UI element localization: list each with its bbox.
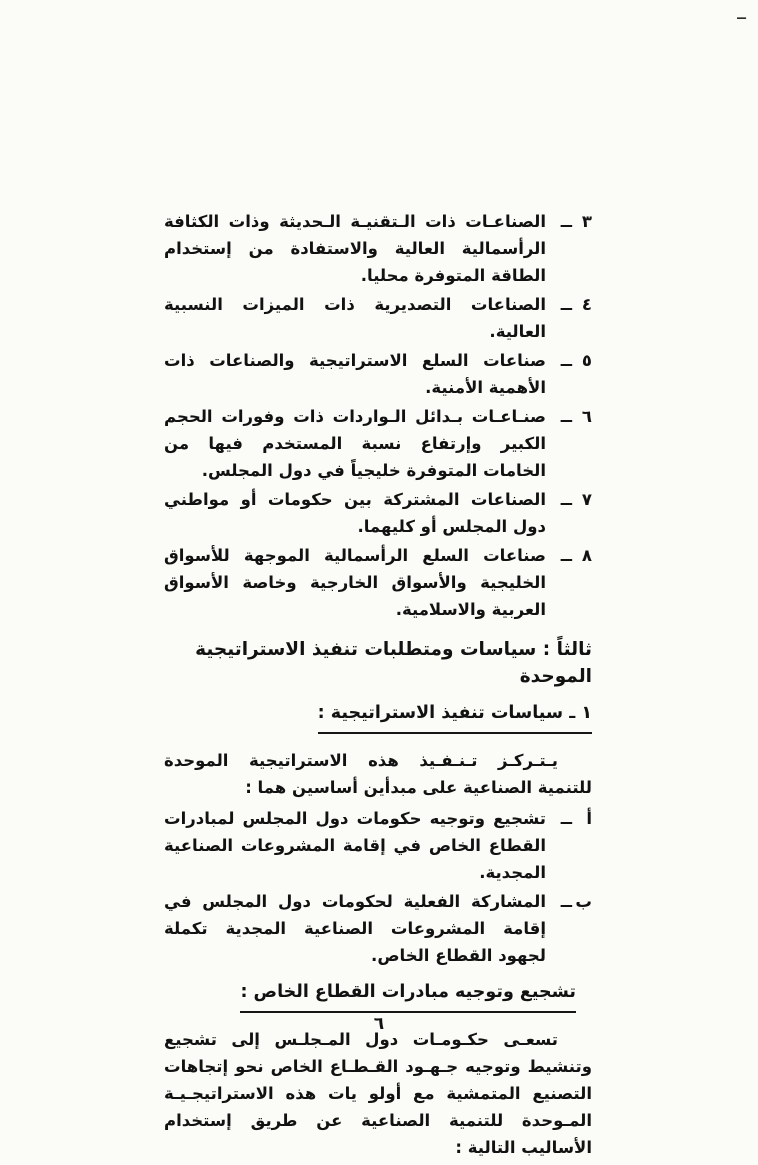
item-text: صنـاعـات بـدائل الـواردات ذات وفورات الحجم الكبير وإرتفاع نسبة المستخدم فيها من الخامات المتوفرة خليجياً في دول المجلس.	[164, 407, 546, 480]
principle-item	[164, 888, 592, 969]
corner-mark: ــ	[737, 8, 746, 23]
policies-subheading	[164, 698, 592, 734]
principles-list	[164, 805, 592, 969]
item-dash: ــ	[560, 407, 572, 426]
item-number: ٣	[581, 212, 592, 231]
list-item	[164, 403, 592, 484]
principle-text: تشجيع وتوجيه حكومات دول المجلس لمبادرات القطاع الخاص في إقامة المشروعات الصناعية المجدية.	[164, 809, 546, 882]
item-number: ٥	[581, 351, 592, 370]
item-dash: ــ	[560, 212, 572, 231]
item-dash: ــ	[560, 295, 572, 314]
list-item	[164, 486, 592, 540]
item-text: الصناعات المشتركة بين حكومات أو مواطني دول المجلس أو كليهما.	[164, 490, 546, 536]
list-item	[164, 291, 592, 345]
principle-letter: أ	[586, 809, 592, 828]
item-dash: ــ	[560, 809, 572, 828]
item-number: ٨	[581, 546, 592, 565]
policies-intro-paragraph: يـتـركـز تـنـفـيذ هذه الاستراتيجية الموحدة للتنمية الصناعية على مبدأين أساسين هما :	[164, 751, 592, 797]
list-item	[164, 347, 592, 401]
item-text: صناعات السلع الرأسمالية الموجهة للأسواق الخليجية والأسواق الخارجية وخاصة الأسواق العربية والاسلامية.	[164, 546, 546, 619]
page-number: ٦	[373, 1014, 385, 1034]
item-dash: ــ	[560, 490, 572, 509]
principle-text: المشاركة الفعلية لحكومات دول المجلس في إقامة المشروعات الصناعية المجدية تكملة لجهود القطاع الخاص.	[164, 892, 546, 965]
item-dash: ــ	[560, 892, 572, 911]
section-heading: ثالثاً : سياسات ومتطلبات تنفيذ الاستراتيجية الموحدة	[195, 639, 592, 687]
encouragement-paragraph: تسعـى حكـومـات دول المـجلـس إلى تشجيع وتنشيط وتوجيه جـهـود القـطـاع الخاص نحو إتجاهات التصنيع المتمشية مع أولو يات هذه الاستراتيجـيـة المـوحدة للتنمية الصناعية عن طريق إستخدام الأساليب التالية :	[164, 1030, 592, 1157]
item-number: ٦	[581, 407, 592, 426]
item-number: ٧	[581, 490, 592, 509]
item-text: صناعات السلع الاستراتيجية والصناعات ذات الأهمية الأمنية.	[164, 351, 546, 397]
principle-letter: ب	[575, 892, 592, 911]
list-item	[164, 542, 592, 623]
list-item	[164, 208, 592, 289]
item-text: الصناعات التصديرية ذات الميزات النسبية العالية.	[164, 295, 546, 341]
policies-subheading-text: ١ ـ سياسات تنفيذ الاستراتيجية :	[318, 700, 592, 734]
encouragement-subheading-text: تشجيع وتوجيه مبادرات القطاع الخاص :	[240, 979, 576, 1013]
item-number: ٤	[581, 295, 592, 314]
encouragement-subheading	[164, 977, 592, 1013]
industry-priority-list	[164, 208, 592, 623]
item-dash: ــ	[560, 546, 572, 565]
item-dash: ــ	[560, 351, 572, 370]
item-text: الصناعـات ذات الـتقنيـة الـحديثة وذات الكثافة الرأسمالية العالية والاستفادة من إستخدام الطاقة المتوفرة محليا.	[164, 212, 546, 285]
principle-item	[164, 805, 592, 886]
